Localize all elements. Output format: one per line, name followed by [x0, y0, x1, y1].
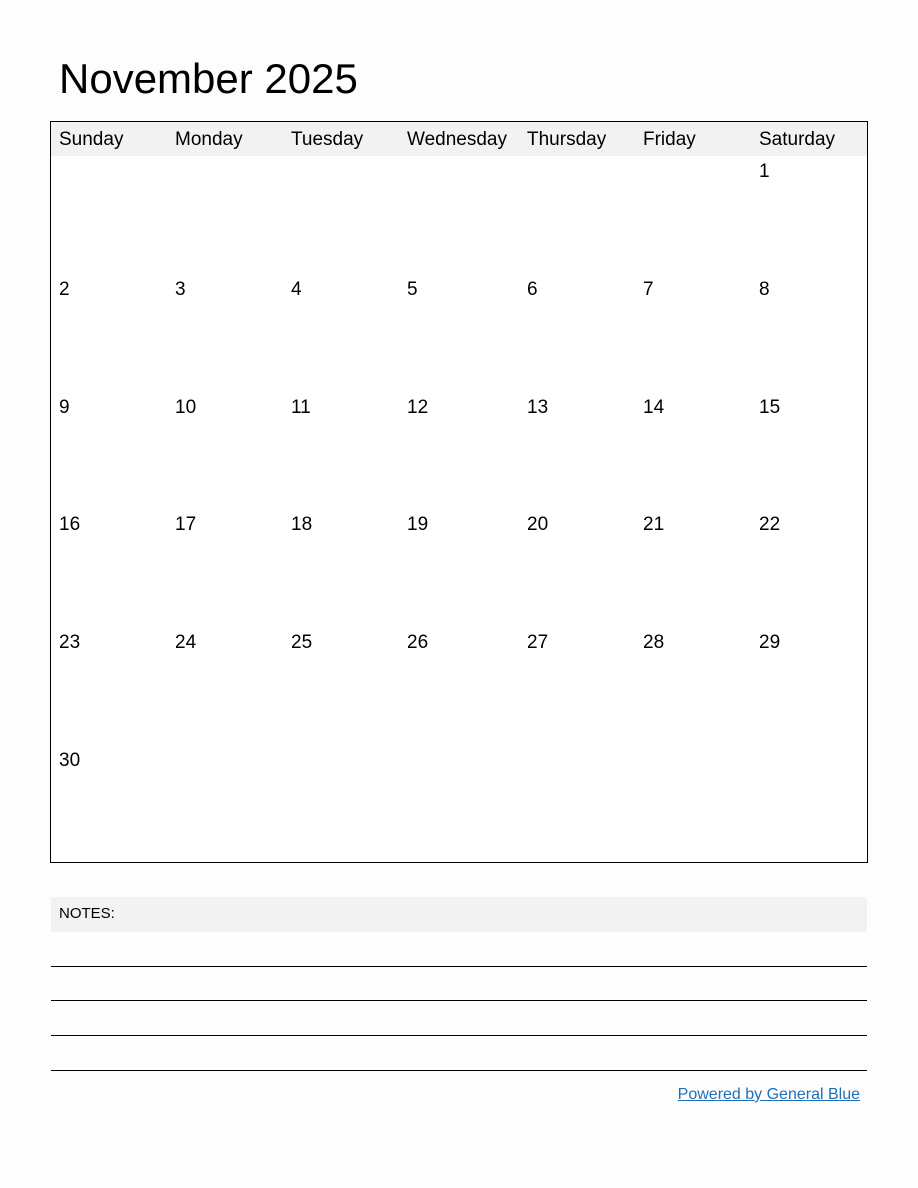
day-number: 14	[643, 396, 665, 418]
day-cell	[59, 747, 169, 864]
weekday-wednesday: Wednesday	[407, 129, 507, 150]
day-number: 29	[759, 632, 781, 654]
day-number: 7	[643, 278, 654, 300]
day-cell	[175, 747, 285, 864]
day-cell	[59, 629, 169, 746]
day-cell	[527, 158, 637, 275]
day-cell	[291, 629, 401, 746]
day-cell	[643, 629, 753, 746]
day-number: 3	[175, 278, 186, 300]
day-cell	[643, 747, 753, 864]
day-cell	[291, 511, 401, 628]
notes-header	[51, 897, 867, 932]
day-cell	[59, 158, 169, 275]
note-line	[51, 966, 867, 967]
day-number: 4	[291, 278, 302, 300]
weekday-saturday: Saturday	[759, 129, 836, 150]
notes-label: NOTES:	[59, 905, 115, 922]
day-number: 30	[59, 750, 81, 771]
day-cell	[291, 394, 401, 511]
weekday-sunday: Sunday	[59, 129, 124, 150]
day-number: 2	[59, 278, 70, 300]
day-cell	[527, 511, 637, 628]
day-number: 26	[407, 632, 429, 654]
day-number: 17	[175, 514, 197, 536]
day-number: 18	[291, 514, 313, 536]
day-cell	[407, 158, 517, 275]
day-cell	[407, 511, 517, 628]
weekday-header-row	[51, 122, 867, 156]
day-cell	[407, 629, 517, 746]
day-cell	[527, 276, 637, 393]
powered-by-link[interactable]: Powered by General Blue	[677, 1086, 860, 1103]
day-cell	[643, 394, 753, 511]
day-cell	[527, 394, 637, 511]
day-cell	[759, 158, 869, 275]
day-cell	[407, 747, 517, 864]
day-number: 13	[527, 396, 549, 418]
day-cell	[759, 747, 869, 864]
day-cell	[175, 511, 285, 628]
day-number: 6	[527, 278, 538, 300]
day-cell	[759, 394, 869, 511]
day-number: 21	[643, 514, 665, 536]
day-cell	[407, 276, 517, 393]
weekday-thursday: Thursday	[527, 129, 607, 150]
day-number: 28	[643, 632, 665, 654]
day-cell	[175, 394, 285, 511]
note-line	[51, 1000, 867, 1001]
day-cell	[759, 511, 869, 628]
day-number: 27	[527, 632, 549, 654]
day-cell	[527, 747, 637, 864]
day-cell	[175, 629, 285, 746]
day-number: 9	[59, 396, 70, 418]
day-cell	[643, 158, 753, 275]
day-number: 5	[407, 278, 418, 300]
day-cell	[527, 629, 637, 746]
day-number: 16	[59, 514, 81, 536]
day-number: 22	[759, 514, 781, 536]
day-number: 15	[759, 396, 781, 418]
weekday-monday: Monday	[175, 129, 243, 150]
day-number: 23	[59, 632, 81, 654]
page-title: November 2025	[59, 55, 358, 102]
day-cell	[291, 158, 401, 275]
day-cell	[175, 276, 285, 393]
day-number: 12	[407, 396, 429, 418]
day-cell	[175, 158, 285, 275]
day-number: 25	[291, 632, 313, 654]
day-cell	[59, 511, 169, 628]
day-number: 20	[527, 514, 549, 536]
note-line	[51, 1035, 867, 1036]
day-cell	[59, 394, 169, 511]
day-number: 24	[175, 632, 197, 654]
day-number: 11	[291, 396, 311, 418]
calendar-grid	[50, 121, 868, 863]
day-cell	[291, 276, 401, 393]
day-cell	[643, 276, 753, 393]
note-line	[51, 1070, 867, 1071]
day-cell	[759, 276, 869, 393]
day-number: 8	[759, 278, 770, 300]
day-number: 19	[407, 514, 429, 536]
day-cell	[759, 629, 869, 746]
day-number: 1	[759, 161, 770, 182]
day-cell	[59, 276, 169, 393]
day-number: 10	[175, 396, 197, 418]
day-cell	[643, 511, 753, 628]
weekday-tuesday: Tuesday	[291, 129, 364, 150]
weekday-friday: Friday	[643, 129, 696, 150]
day-cell	[291, 747, 401, 864]
day-cell	[407, 394, 517, 511]
